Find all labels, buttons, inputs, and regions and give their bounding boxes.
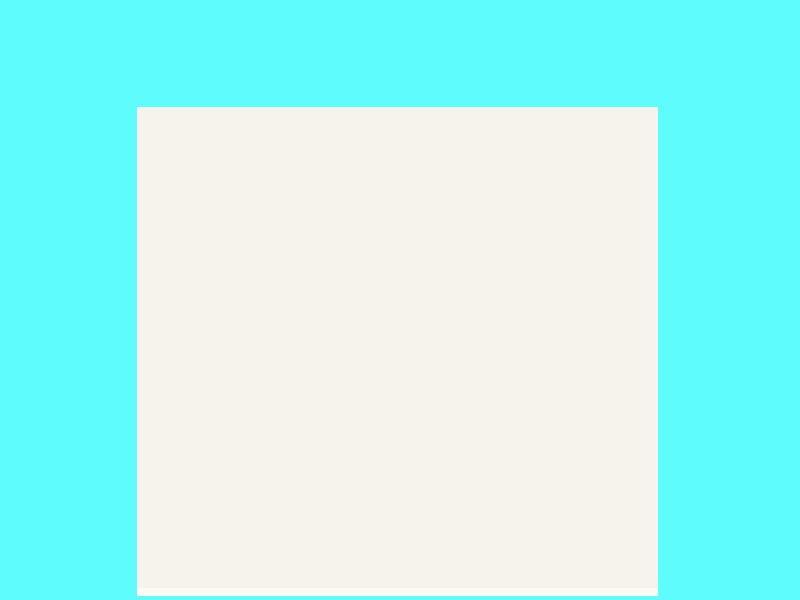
figure-panel [137, 107, 658, 596]
figure-bottom-strip [137, 588, 658, 596]
